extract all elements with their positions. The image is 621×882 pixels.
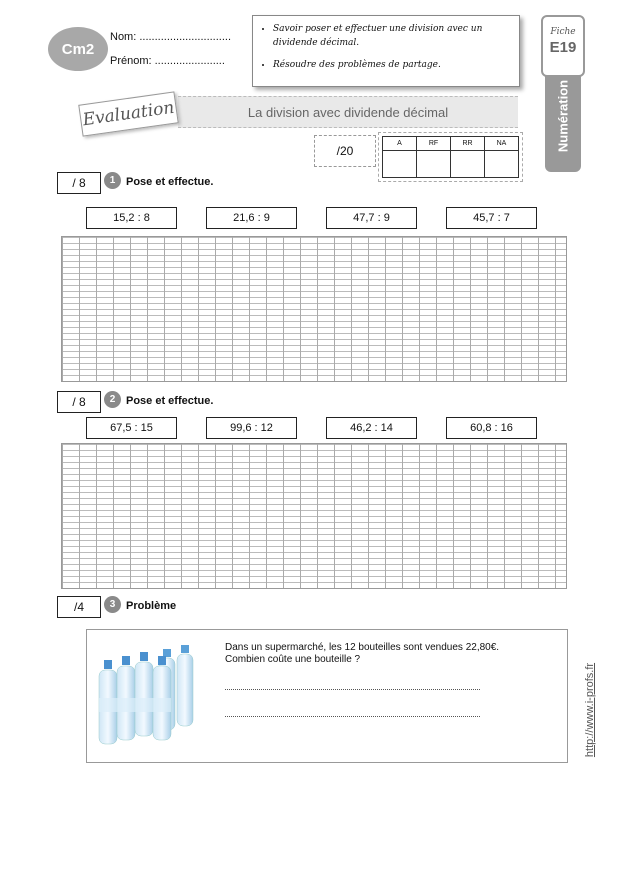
problem-text-line: Combien coûte une bouteille ? — [225, 654, 361, 665]
website-url[interactable]: http://www.i-profs.fr — [584, 662, 596, 758]
objective-item: • Résoudre des problèmes de partage. — [273, 58, 519, 72]
exercise-2-heading: Pose et effectue. — [126, 395, 214, 407]
exercise-1-heading: Pose et effectue. — [126, 176, 214, 188]
exercise-1-points: / 8 — [57, 172, 101, 194]
seyes-grid[interactable] — [61, 443, 567, 589]
problem-number: 3 — [104, 596, 121, 613]
problem-statement — [225, 642, 555, 666]
objective-item: • Savoir poser et effectuer une division avec un dividende décimal. — [273, 22, 519, 50]
exercise-2-points: / 8 — [57, 391, 101, 413]
subject-label: Numération — [555, 79, 571, 153]
website-link[interactable] — [575, 650, 605, 770]
grade-header: RR — [451, 137, 485, 151]
problem-points: /4 — [57, 596, 101, 618]
answer-line[interactable] — [225, 715, 480, 717]
level-badge: Cm2 — [48, 27, 108, 71]
grade-cell[interactable] — [451, 151, 485, 178]
water-bottles-icon — [97, 640, 207, 748]
operation-box: 45,7 : 7 — [446, 207, 537, 229]
problem-text-line: Dans un supermarché, les 12 bouteilles sont vendues 22,80€. — [225, 642, 500, 653]
grade-cell[interactable] — [417, 151, 451, 178]
answer-line[interactable] — [225, 688, 480, 690]
operation-box: 46,2 : 14 — [326, 417, 417, 439]
grade-header: RF — [417, 137, 451, 151]
problem-heading: Problème — [126, 600, 177, 612]
operation-box: 21,6 : 9 — [206, 207, 297, 229]
grade-header: A — [383, 137, 417, 151]
operation-box: 99,6 : 12 — [206, 417, 297, 439]
problem-box — [86, 629, 568, 763]
exercise-2-number: 2 — [104, 391, 121, 408]
seyes-grid[interactable] — [61, 236, 567, 382]
operation-box: 15,2 : 8 — [86, 207, 177, 229]
page-title: La division avec dividende décimal — [178, 96, 518, 128]
operation-box: 67,5 : 15 — [86, 417, 177, 439]
fiche-box — [541, 15, 585, 77]
fiche-label: Fiche — [550, 27, 576, 37]
operation-box: 60,8 : 16 — [446, 417, 537, 439]
grade-table — [382, 136, 519, 178]
exercise-1-number: 1 — [104, 172, 121, 189]
fiche-number: E19 — [549, 39, 577, 56]
grade-cell[interactable] — [383, 151, 417, 178]
evaluation-tag: Evaluation — [78, 91, 179, 136]
first-name-field[interactable]: Prénom: ....................... — [110, 55, 225, 67]
total-score: /20 — [314, 135, 376, 167]
operation-box: 47,7 : 9 — [326, 207, 417, 229]
grade-header: NA — [485, 137, 519, 151]
name-field[interactable]: Nom: .............................. — [110, 31, 232, 43]
grade-cell[interactable] — [485, 151, 519, 178]
objectives-panel — [252, 15, 520, 87]
